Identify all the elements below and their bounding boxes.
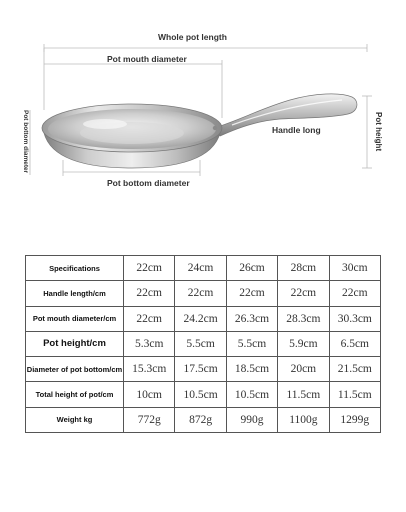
table-cell: 22cm: [278, 281, 329, 306]
specifications-table: [25, 255, 381, 433]
table-cell: 5.5cm: [226, 331, 277, 356]
row-label: Total height of pot/cm: [26, 382, 124, 407]
table-cell: 22cm: [175, 281, 226, 306]
side-bottom-diameter-label: Pot bottom diameter: [22, 110, 29, 174]
table-cell: 6.5cm: [329, 331, 380, 356]
table-cell: 11.5cm: [329, 382, 380, 407]
row-label: Specifications: [26, 256, 124, 281]
whole-length-label: Whole pot length: [158, 32, 227, 42]
table-row: [26, 407, 381, 432]
table-cell: 20cm: [278, 357, 329, 382]
table-cell: 26.3cm: [226, 306, 277, 331]
table-cell: 5.3cm: [124, 331, 175, 356]
table-cell: 10.5cm: [226, 382, 277, 407]
table-cell: 22cm: [329, 281, 380, 306]
table-cell: 15.3cm: [124, 357, 175, 382]
table-cell: 11.5cm: [278, 382, 329, 407]
table-cell: 10.5cm: [175, 382, 226, 407]
table-row: [26, 256, 381, 281]
table-cell: 18.5cm: [226, 357, 277, 382]
table-cell: 28.3cm: [278, 306, 329, 331]
table-cell: 1299g: [329, 407, 380, 432]
pan-body: [42, 104, 222, 168]
table-cell: 21.5cm: [329, 357, 380, 382]
table-row: [26, 331, 381, 356]
row-label: Diameter of pot bottom/cm: [26, 357, 124, 382]
pot-height-label: Pot height: [374, 112, 383, 152]
table-row: [26, 306, 381, 331]
row-label: Handle length/cm: [26, 281, 124, 306]
table-row: [26, 357, 381, 382]
table-cell: 5.9cm: [278, 331, 329, 356]
table-cell: 22cm: [124, 306, 175, 331]
table-cell: 24cm: [175, 256, 226, 281]
mouth-diameter-label: Pot mouth diameter: [107, 54, 187, 64]
table-row: [26, 382, 381, 407]
table-cell: 22cm: [226, 281, 277, 306]
table-cell: 22cm: [124, 281, 175, 306]
table-cell: 28cm: [278, 256, 329, 281]
table-cell: 22cm: [124, 256, 175, 281]
table-cell: 772g: [124, 407, 175, 432]
table-cell: 1100g: [278, 407, 329, 432]
table-cell: 17.5cm: [175, 357, 226, 382]
table-cell: 30.3cm: [329, 306, 380, 331]
table-cell: 5.5cm: [175, 331, 226, 356]
row-label: Pot mouth diameter/cm: [26, 306, 124, 331]
table-cell: 10cm: [124, 382, 175, 407]
table-cell: 30cm: [329, 256, 380, 281]
table-cell: 24.2cm: [175, 306, 226, 331]
table-row: [26, 281, 381, 306]
specifications-table-body: [26, 256, 381, 433]
bottom-diameter-label: Pot bottom diameter: [107, 178, 190, 188]
table-cell: 872g: [175, 407, 226, 432]
handle-long-label: Handle long: [272, 125, 321, 135]
table-cell: 990g: [226, 407, 277, 432]
row-label: Weight kg: [26, 407, 124, 432]
row-label: Pot height/cm: [26, 331, 124, 356]
table-cell: 26cm: [226, 256, 277, 281]
